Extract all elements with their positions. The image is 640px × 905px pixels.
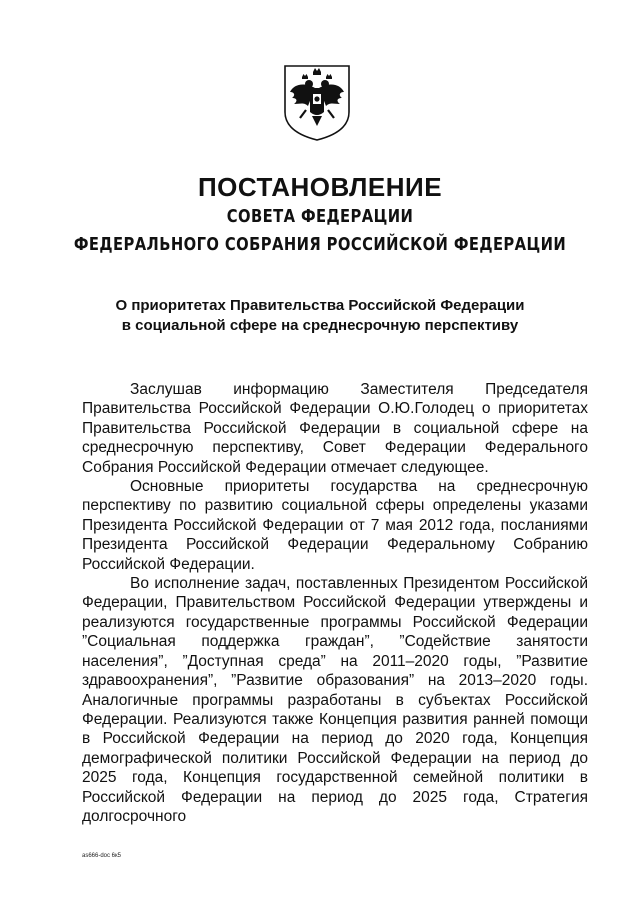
heading-line-1: О приоритетах Правительства Российской Федерации [115, 297, 525, 314]
document-type-title: ПОСТАНОВЛЕНИЕ [197, 172, 443, 202]
paragraph-1: Заслушав информацию Заместителя Председателя Правительства Российской Федерации О.Ю.Голодец о приоритетах Правительства Российской Федерации в социальной сфере на среднесрочную перспективу, Совет Федерации Федерального Собрания Российской Федерации отмечает следующее. [82, 381, 588, 476]
paragraph-2: Основные приоритеты государства на среднесрочную перспективу по развитию социальной сферы определены указами Президента Российской Федерации от 7 мая 2012 года, посланиями Президента Российской Федерации Федеральному Собранию Российской Федерации. [82, 478, 588, 573]
heading-line-2: в социальной сфере на среднесрочную перспективу [121, 317, 519, 334]
document-code-footer: as666-doc 6к5 [82, 853, 121, 859]
resolution-heading [0, 296, 640, 336]
issuer-line-2: ФЕДЕРАЛЬНОГО СОБРАНИЯ РОССИЙСКОЙ ФЕДЕРАЦИИ [73, 234, 567, 255]
paragraph-3: Во исполнение задач, поставленных Президентом Российской Федерации, Правительством Российской Федерации утверждены и реализуются государственные программы Российской Федерации ”Социальная поддержка граждан”, ”Содействие занятости населения”, ”Доступная среда” на 2011–2020 годы, ”Развитие здравоохранения”, ”Развитие образования” на 2013–2020 годы. Аналогичные программы разработаны в субъектах Российской Федерации. Реализуются также Концепция развития ранней помощи в Российской Федерации на период до 2020 года, Концепция демографической политики Российской Федерации на период до 2025 года, Концепция государственной семейной политики в Российской Федерации на период до 2025 года, Стратегия долгосрочного [82, 575, 588, 825]
coat-of-arms-icon [282, 62, 352, 142]
issuer-line-1: СОВЕТА ФЕДЕРАЦИИ [226, 206, 414, 227]
document-body [82, 380, 588, 826]
